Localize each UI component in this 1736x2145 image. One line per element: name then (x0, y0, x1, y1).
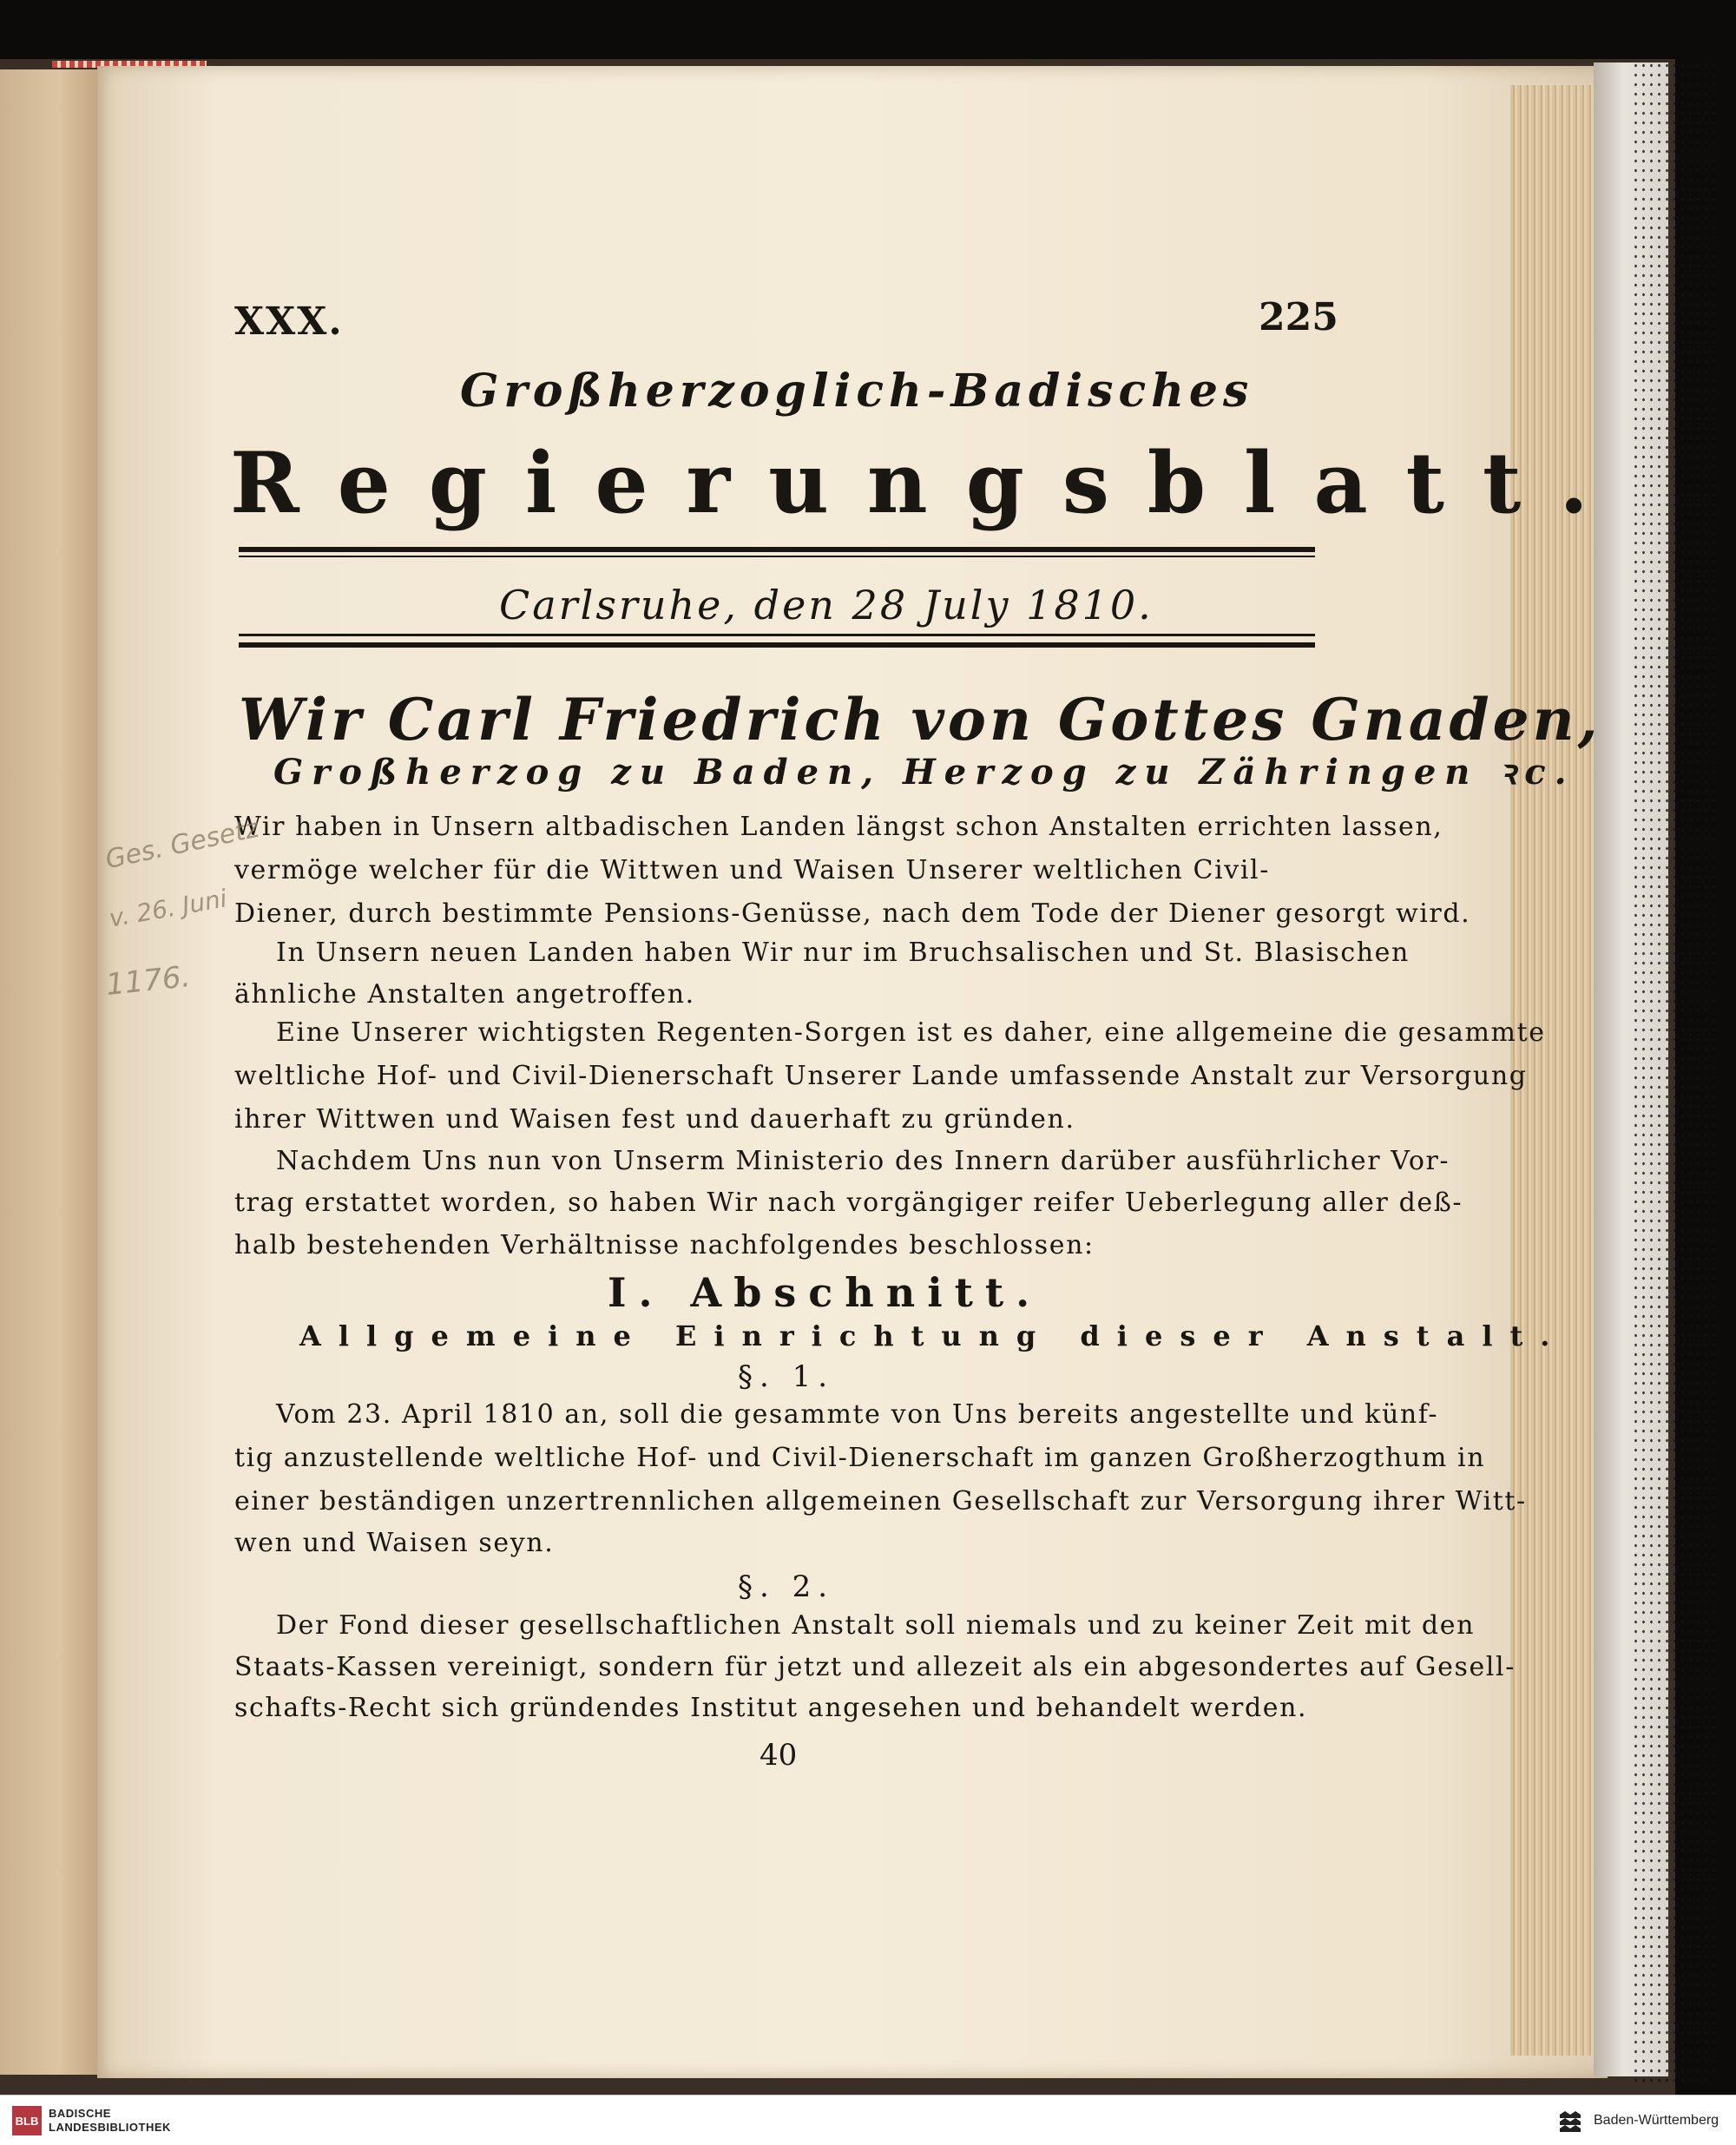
paragraph-line: tig anzustellende weltliche Hof- und Civil-Dienerschaft im ganzen Großherzogthum in (234, 1443, 1486, 1473)
page-number: 225 (1259, 295, 1338, 339)
masthead-line1: Großherzoglich-Badisches (460, 365, 1254, 418)
paragraph-mark: §. 1. (738, 1359, 835, 1394)
library-name (49, 2107, 171, 2135)
body-line: Diener, durch bestimmte Pensions-Genüsse, nach dem Tode der Diener gesorgt wird. (234, 898, 1471, 929)
decree-heading: Wir Carl Friedrich von Gottes Gnaden, (239, 686, 1601, 753)
paragraph-line: wen und Waisen seyn. (234, 1528, 555, 1558)
section-subheading: Allgemeine Einrichtung dieser Anstalt. (299, 1319, 1568, 1352)
body-line: In Unsern neuen Landen haben Wir nur im Bruchsalischen und St. Blasischen (276, 938, 1410, 968)
paragraph-line: Der Fond dieser gesellschaftlichen Anstalt soll niemals und zu keiner Zeit mit den (276, 1610, 1475, 1641)
masthead-title: Regierungsblatt. (230, 434, 1627, 532)
body-line: Nachdem Uns nun von Unserm Ministerio des Innern darüber ausführlicher Vor- (276, 1146, 1450, 1176)
library-name-line1: BADISCHE (49, 2107, 111, 2120)
paragraph-line: Staats-Kassen vereinigt, sondern für jetzt und allezeit als ein abgesondertes auf Gesell- (234, 1652, 1516, 1682)
rule-divider (239, 547, 1315, 552)
viewer-footer (0, 2095, 1736, 2145)
baden-wuerttemberg-logo-icon[interactable] (1555, 2106, 1585, 2135)
decree-subheading: Großherzog zu Baden, Herzog zu Zähringen ꝛc. (273, 752, 1575, 793)
paragraph-mark: §. 2. (738, 1569, 835, 1604)
body-line: Wir haben in Unsern altbadischen Landen längst schon Anstalten errichten lassen, (234, 812, 1443, 842)
body-line: weltliche Hof- und Civil-Dienerschaft Unserer Lande umfassende Anstalt zur Versorgung (234, 1061, 1528, 1091)
rule-divider (239, 642, 1315, 648)
body-line: vermöge welcher für die Wittwen und Waisen Unserer weltlichen Civil- (234, 855, 1270, 885)
rule-divider (239, 634, 1315, 636)
margin-note: 1176. (104, 959, 193, 1003)
signature-mark: 40 (760, 1738, 798, 1773)
body-line: ihrer Wittwen und Waisen fest und dauerhaft zu gründen. (234, 1104, 1075, 1135)
section-heading: I. Abschnitt. (608, 1269, 1042, 1316)
body-line: halb bestehenden Verhältnisse nachfolgendes beschlossen: (234, 1230, 1095, 1260)
body-line: ähnliche Anstalten angetroffen. (234, 979, 695, 1010)
paragraph-line: schafts-Recht sich gründendes Institut angesehen und behandelt werden. (234, 1693, 1308, 1723)
dateline: Carlsruhe, den 28 July 1810. (499, 582, 1154, 628)
body-line: trag erstattet worden, so haben Wir nach vorgängiger reifer Ueberlegung aller deß- (234, 1188, 1463, 1218)
state-name: Baden-Württemberg (1594, 2113, 1720, 2128)
issue-number: XXX. (234, 299, 344, 344)
blb-logo-icon[interactable]: BLB (12, 2106, 42, 2135)
library-name-line2: LANDESBIBLIOTHEK (49, 2121, 171, 2134)
paragraph-line: einer beständigen unzertrennlichen allgemeinen Gesellschaft zur Versorgung ihrer Witt- (234, 1486, 1527, 1517)
rule-divider (239, 556, 1315, 557)
body-line: Eine Unserer wichtigsten Regenten-Sorgen ist es daher, eine allgemeine die gesammte (276, 1017, 1546, 1048)
paragraph-line: Vom 23. April 1810 an, soll die gesammte von Uns bereits angestellte und künf- (276, 1399, 1439, 1430)
margin-note: Ges. Gesetz (102, 813, 262, 876)
margin-note: v. 26. Juni (107, 884, 229, 933)
